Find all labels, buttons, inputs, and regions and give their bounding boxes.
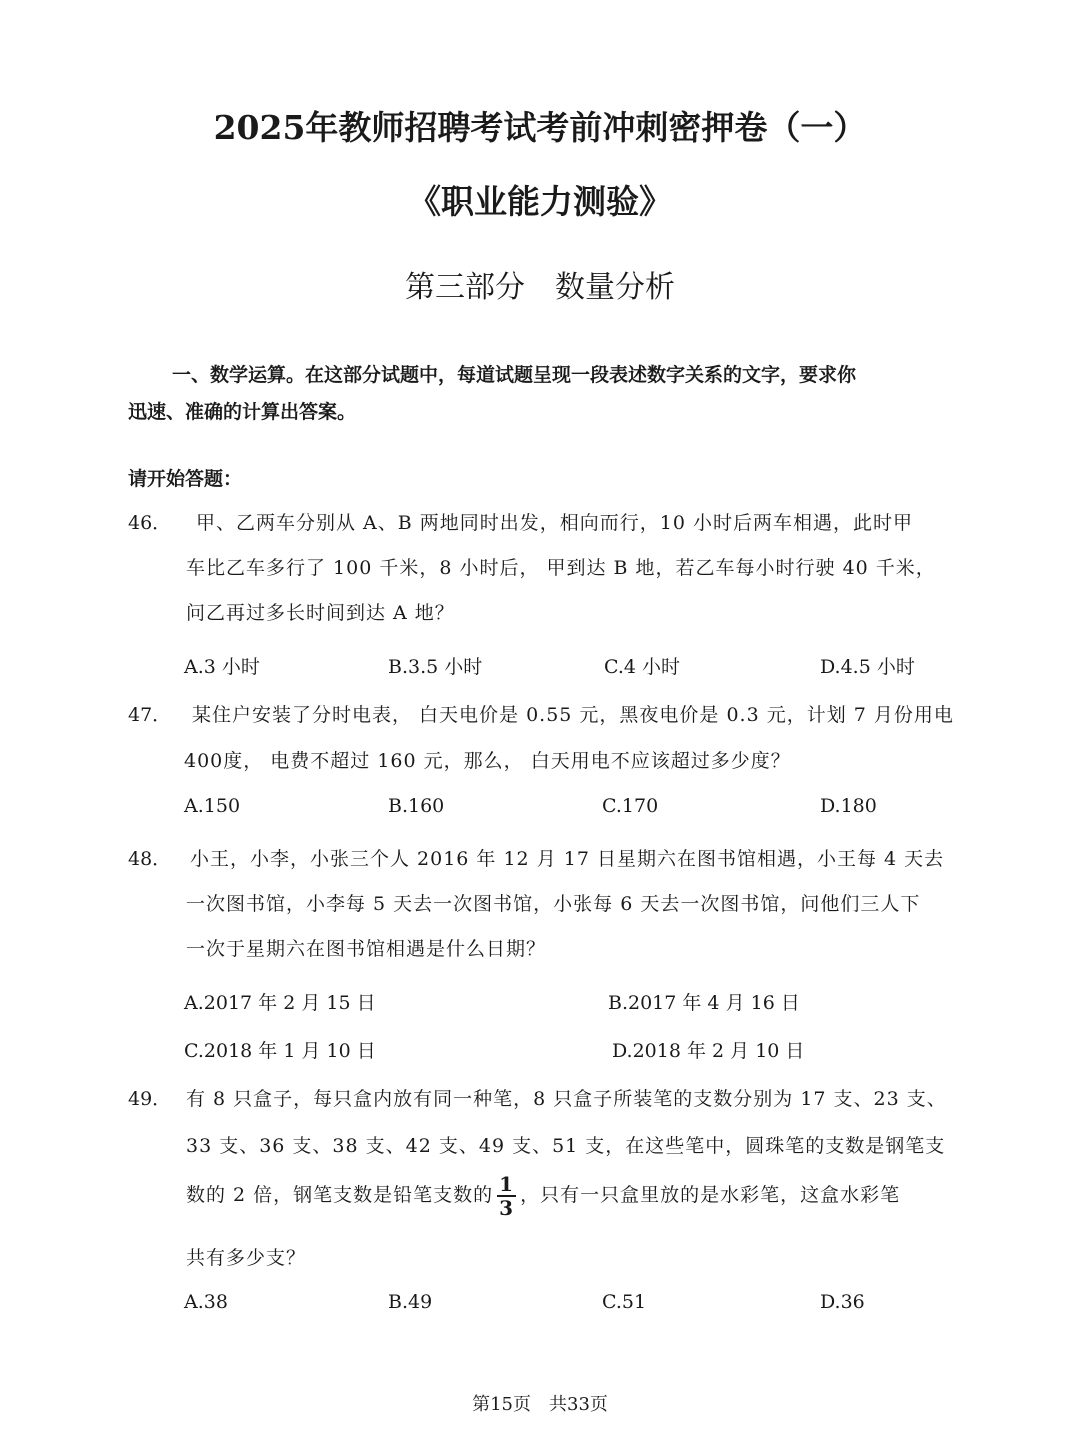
question-text-line: 一次图书馆，小李每 5 天去一次图书馆，小张每 6 天去一次图书馆，问他们三人下 <box>186 893 921 915</box>
option-b[interactable]: B.3.5 小时 <box>388 656 483 678</box>
question-text-line: 车比乙车多行了 100 千米，8 小时后， 甲到达 B 地，若乙车每小时行驶 40 千米， <box>186 557 936 579</box>
section-instruction-line2: 迅速、准确的计算出答案。 <box>128 401 357 423</box>
option-d[interactable]: D.36 <box>820 1291 865 1313</box>
question-text-line: 某住户安装了分时电表， 白天电价是 0.55 元，黑夜电价是 0.3 元，计划 7 月份用电 <box>192 704 954 726</box>
question-text-line: 400度， 电费不超过 160 元，那么， 白天用电不应该超过多少度？ <box>184 750 791 772</box>
option-d[interactable]: D.180 <box>820 795 877 817</box>
question-text-line: 有 8 只盒子，每只盒内放有同一种笔，8 只盒子所装笔的支数分别为 17 支、23 支、 <box>186 1088 947 1110</box>
question-text-line: 小王，小李，小张三个人 2016 年 12 月 17 日星期六在图书馆相遇，小王每 4 天去 <box>190 848 945 870</box>
question-text-line-with-fraction <box>186 1166 900 1224</box>
question-number: 48． <box>128 848 172 870</box>
fraction-denominator: 3 <box>499 1196 515 1220</box>
question-number: 46． <box>128 512 172 534</box>
fraction-numerator: 1 <box>499 1172 515 1196</box>
question-text-segment: 数的 2 倍，钢笔支数是铅笔支数的 <box>186 1184 494 1206</box>
option-c[interactable]: C.170 <box>602 795 659 817</box>
option-a[interactable]: A.2017 年 2 月 15 日 <box>184 992 376 1014</box>
option-c[interactable]: C.4 小时 <box>604 656 681 678</box>
question-number: 49． <box>128 1088 172 1110</box>
question-text-line: 共有多少支？ <box>186 1247 307 1269</box>
option-b[interactable]: B.49 <box>388 1291 433 1313</box>
option-c[interactable]: C.2018 年 1 月 10 日 <box>184 1040 376 1062</box>
option-a[interactable]: A.3 小时 <box>184 656 260 678</box>
option-c[interactable]: C.51 <box>602 1291 647 1313</box>
start-prompt: 请开始答题： <box>128 468 243 490</box>
part-heading: 第三部分 数量分析 <box>405 270 675 305</box>
question-text-segment: ，只有一只盒里放的是水彩笔，这盒水彩笔 <box>520 1184 901 1206</box>
question-number: 47． <box>128 704 172 726</box>
exam-subtitle: 《职业能力测验》 <box>408 182 672 221</box>
option-d[interactable]: D.4.5 小时 <box>820 656 915 678</box>
option-a[interactable]: A.38 <box>184 1291 228 1313</box>
question-text-line: 一次于星期六在图书馆相遇是什么日期？ <box>186 938 547 960</box>
option-b[interactable]: B.2017 年 4 月 16 日 <box>608 992 800 1014</box>
exam-title: 2025年教师招聘考试考前冲刺密押卷（一） <box>213 108 867 147</box>
fraction-one-third <box>497 1173 516 1219</box>
option-b[interactable]: B.160 <box>388 795 445 817</box>
page-number: 第15页 共33页 <box>472 1394 608 1415</box>
question-text-line: 33 支、36 支、38 支、42 支、49 支、51 支，在这些笔中，圆珠笔的支数是钢笔支 <box>186 1135 946 1157</box>
option-a[interactable]: A.150 <box>184 795 241 817</box>
question-text-line: 问乙再过多长时间到达 A 地？ <box>186 602 455 624</box>
section-instruction-line1: 一、数学运算。在这部分试题中，每道试题呈现一段表述数字关系的文字，要求你 <box>172 364 857 386</box>
question-text-line: 甲、乙两车分别从 A、B 两地同时出发，相向而行，10 小时后两车相遇，此时甲 <box>196 512 913 534</box>
option-d[interactable]: D.2018 年 2 月 10 日 <box>612 1040 805 1062</box>
